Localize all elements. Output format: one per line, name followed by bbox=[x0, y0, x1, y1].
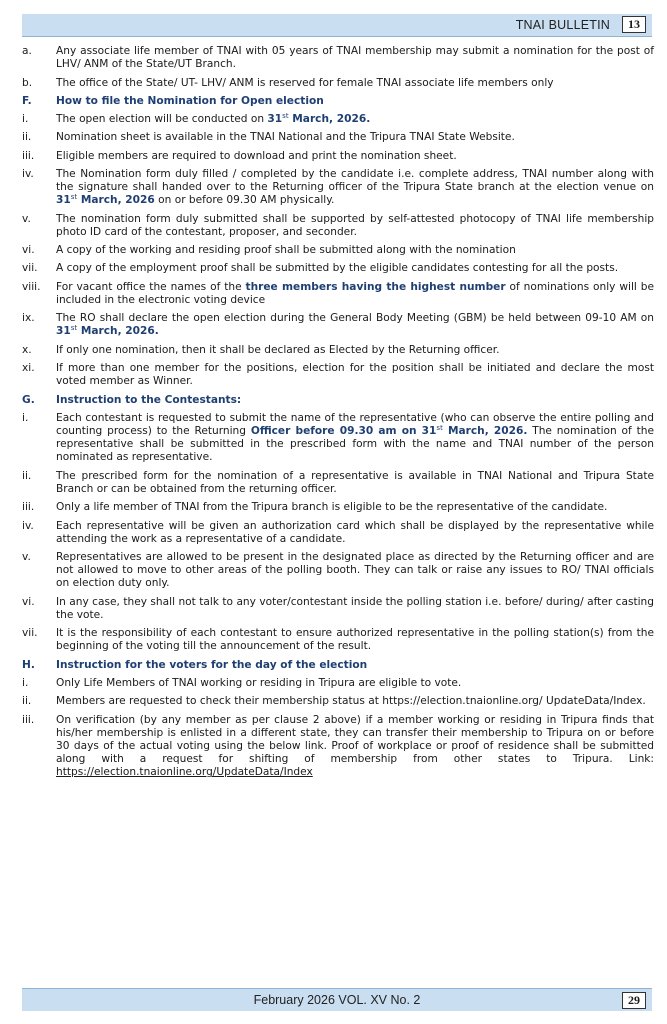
emphasis-text: three members having the highest number bbox=[245, 280, 506, 293]
text-run: Eligible members are required to download and print the nomination sheet. bbox=[56, 149, 457, 162]
item-text bbox=[56, 551, 654, 591]
list-item bbox=[22, 131, 654, 144]
item-number: i. bbox=[22, 677, 29, 690]
item-number: iv. bbox=[22, 519, 34, 532]
text-run: It is the responsibility of each contestant to ensure authorized representative in the polling station(s) from the beginning of the voting till the announcement of the result. bbox=[56, 627, 654, 653]
text-run: Members are requested to check their membership status at https://election.tnaionline.org/ UpdateData/Index. bbox=[56, 695, 646, 708]
ordinal-suffix: st bbox=[70, 324, 78, 333]
text-run: Any associate life member of TNAI with 05 years of TNAI membership may submit a nomination for the post of LHV/ ANM of the State/UT Branch. bbox=[56, 45, 654, 71]
emphasis-text: 31 bbox=[56, 194, 71, 207]
text-run: The nomination of the representative shall be submitted in the prescribed form with the name and TNAI number of the person nominated as representative. bbox=[56, 425, 654, 464]
item-number: ii. bbox=[22, 469, 32, 482]
item-text bbox=[56, 150, 654, 163]
item-text bbox=[56, 262, 654, 275]
text-run: A copy of the working and residing proof shall be submitted along with the nomination bbox=[56, 244, 516, 257]
item-text bbox=[56, 168, 654, 208]
item-number: iii. bbox=[22, 713, 35, 726]
emphasis-text: 31 bbox=[267, 113, 283, 126]
item-text bbox=[56, 213, 654, 239]
item-text bbox=[56, 412, 654, 465]
item-text bbox=[56, 344, 654, 357]
section-heading bbox=[22, 95, 654, 108]
text-run: For vacant office the names of the bbox=[56, 280, 246, 293]
section-heading bbox=[22, 659, 654, 672]
header-page-number: 13 bbox=[622, 16, 646, 33]
item-text bbox=[56, 659, 654, 672]
bulletin-title: TNAI BULLETIN bbox=[515, 18, 610, 32]
document-body bbox=[22, 45, 654, 785]
item-text bbox=[56, 244, 654, 257]
item-number: ix. bbox=[22, 312, 35, 325]
list-item bbox=[22, 677, 654, 690]
item-text bbox=[56, 627, 654, 653]
text-run: The open election will be conducted on bbox=[56, 113, 268, 126]
emphasis-text: 31 bbox=[56, 325, 71, 338]
list-item bbox=[22, 45, 654, 71]
text-run: of nominations only will be included in the electronic voting device bbox=[56, 280, 655, 306]
text-run: The office of the State/ UT- LHV/ ANM is reserved for female TNAI associate life members only bbox=[56, 76, 554, 89]
item-text bbox=[56, 520, 654, 546]
list-item bbox=[22, 244, 654, 257]
text-run: A copy of the employment proof shall be submitted by the eligible candidates contesting for all the posts. bbox=[56, 262, 619, 275]
list-item bbox=[22, 520, 654, 546]
text-run: Each representative will be given an authorization card which shall be displayed by the representative while attending the work as a representative of a candidate. bbox=[56, 519, 654, 545]
emphasis-text: March, 2026. bbox=[77, 325, 159, 338]
page-footer bbox=[22, 988, 652, 1011]
item-number: i. bbox=[22, 411, 29, 424]
item-text bbox=[56, 362, 654, 388]
item-number: a. bbox=[22, 45, 32, 57]
item-number: ii. bbox=[22, 695, 32, 708]
item-number: ii. bbox=[22, 131, 32, 144]
item-text bbox=[56, 596, 654, 622]
text-run: Only a life member of TNAI from the Tripura branch is eligible to be the representative of the candidate. bbox=[56, 501, 608, 514]
item-text bbox=[56, 695, 654, 708]
item-number: iii. bbox=[22, 501, 35, 514]
text-run: The prescribed form for the nomination of a representative is available in TNAI National and Tripura State Branch or can be obtained from the returning officer. bbox=[56, 469, 654, 495]
item-number: b. bbox=[22, 76, 33, 89]
item-text bbox=[56, 131, 654, 144]
page-header bbox=[22, 14, 652, 37]
item-text bbox=[56, 501, 654, 514]
item-number: vi. bbox=[22, 244, 35, 257]
item-number: vii. bbox=[22, 262, 38, 275]
text-run: On verification (by any member as per clause 2 above) if a member working or residing in Tripura finds that his/her membership is enlisted in a different state, they can transfer their membership to Tripura on or before 30 days of the actual voting using the below link. Proof of workplace or proof of residence shall be submitted along with a request for shifting of membership from other states to Tripura. Link: bbox=[56, 713, 654, 766]
item-number: F. bbox=[22, 94, 32, 107]
issue-info: February 2026 VOL. XV No. 2 bbox=[253, 993, 421, 1007]
list-item bbox=[22, 551, 654, 591]
text-run: The RO shall declare the open election during the General Body Meeting (GBM) be held between 09-10 AM on bbox=[56, 312, 654, 325]
item-number: v. bbox=[22, 551, 31, 564]
emphasis-text: Officer before 09.30 am on 31 bbox=[250, 425, 437, 438]
item-text bbox=[56, 77, 654, 90]
text-run: If more than one member for the positions, election for the position shall be initiated and declare the most voted member as Winner. bbox=[56, 362, 654, 388]
list-item bbox=[22, 344, 654, 357]
list-item bbox=[22, 714, 654, 780]
list-item bbox=[22, 362, 654, 388]
item-text bbox=[56, 95, 654, 108]
text-run: Instruction to the Contestants: bbox=[56, 393, 242, 406]
text-run: on or before 09.30 AM physically. bbox=[154, 194, 335, 207]
text-run: Nomination sheet is available in the TNAI National and the Tripura TNAI State Website. bbox=[56, 131, 515, 144]
emphasis-text: March, 2026. bbox=[442, 425, 528, 438]
ordinal-suffix: st bbox=[282, 112, 289, 121]
emphasis-text: March, 2026. bbox=[288, 113, 371, 126]
item-text bbox=[56, 470, 654, 496]
item-number: G. bbox=[22, 393, 35, 406]
item-text bbox=[56, 312, 654, 338]
list-item bbox=[22, 312, 654, 338]
text-run: If only one nomination, then it shall be declared as Elected by the Returning officer. bbox=[56, 343, 500, 356]
item-text bbox=[56, 45, 654, 71]
list-item bbox=[22, 501, 654, 514]
text-run: How to file the Nomination for Open election bbox=[56, 94, 324, 107]
list-item bbox=[22, 695, 654, 708]
section-heading bbox=[22, 394, 654, 407]
list-item bbox=[22, 77, 654, 90]
text-run: The Nomination form duly filled / completed by the candidate i.e. complete address, TNAI number along with the signature shall handed over to the Returning officer of the Tripura State branch at the election venue on bbox=[56, 167, 654, 194]
footer-page-number: 29 bbox=[622, 992, 646, 1009]
item-number: iv. bbox=[22, 167, 34, 180]
item-text bbox=[56, 677, 654, 690]
text-run: Each contestant is requested to submit the name of the representative (who can observe the entire polling and counting process) to the Returning bbox=[56, 411, 654, 438]
item-number: x. bbox=[22, 343, 32, 356]
update-data-link[interactable]: https://election.tnaionline.org/UpdateData/Index bbox=[56, 766, 313, 779]
list-item bbox=[22, 262, 654, 275]
list-item bbox=[22, 168, 654, 208]
list-item bbox=[22, 596, 654, 622]
text-run: The nomination form duly submitted shall be supported by self-attested photocopy of TNAI life membership photo ID card of the contestant, proposer, and seconder. bbox=[56, 212, 654, 238]
list-item bbox=[22, 412, 654, 465]
item-number: i. bbox=[22, 113, 29, 126]
text-run: Representatives are allowed to be present in the designated place as directed by the Returning officer and are not allowed to move to other areas of the polling booth. They can talk or raise any issues to RO/ TNAI officials on election duty only. bbox=[56, 551, 654, 590]
ordinal-suffix: st bbox=[70, 193, 78, 202]
list-item bbox=[22, 281, 654, 307]
item-number: v. bbox=[22, 212, 31, 225]
list-item bbox=[22, 150, 654, 163]
item-number: vii. bbox=[22, 627, 38, 640]
emphasis-text: March, 2026 bbox=[77, 194, 155, 207]
text-run: Instruction for the voters for the day of the election bbox=[56, 658, 368, 671]
list-item bbox=[22, 470, 654, 496]
ordinal-suffix: st bbox=[436, 424, 443, 433]
item-text bbox=[56, 113, 654, 126]
item-text bbox=[56, 394, 654, 407]
list-item bbox=[22, 213, 654, 239]
text-run: Only Life Members of TNAI working or residing in Tripura are eligible to vote. bbox=[56, 677, 462, 690]
item-text bbox=[56, 714, 654, 780]
item-number: xi. bbox=[22, 362, 35, 375]
item-number: viii. bbox=[22, 280, 41, 293]
list-item bbox=[22, 627, 654, 653]
item-number: iii. bbox=[22, 149, 35, 162]
item-number: vi. bbox=[22, 595, 35, 608]
list-item bbox=[22, 113, 654, 126]
text-run: In any case, they shall not talk to any voter/contestant inside the polling station i.e. before/ during/ after casting the vote. bbox=[56, 595, 654, 621]
item-text bbox=[56, 281, 654, 307]
item-number: H. bbox=[22, 658, 35, 671]
